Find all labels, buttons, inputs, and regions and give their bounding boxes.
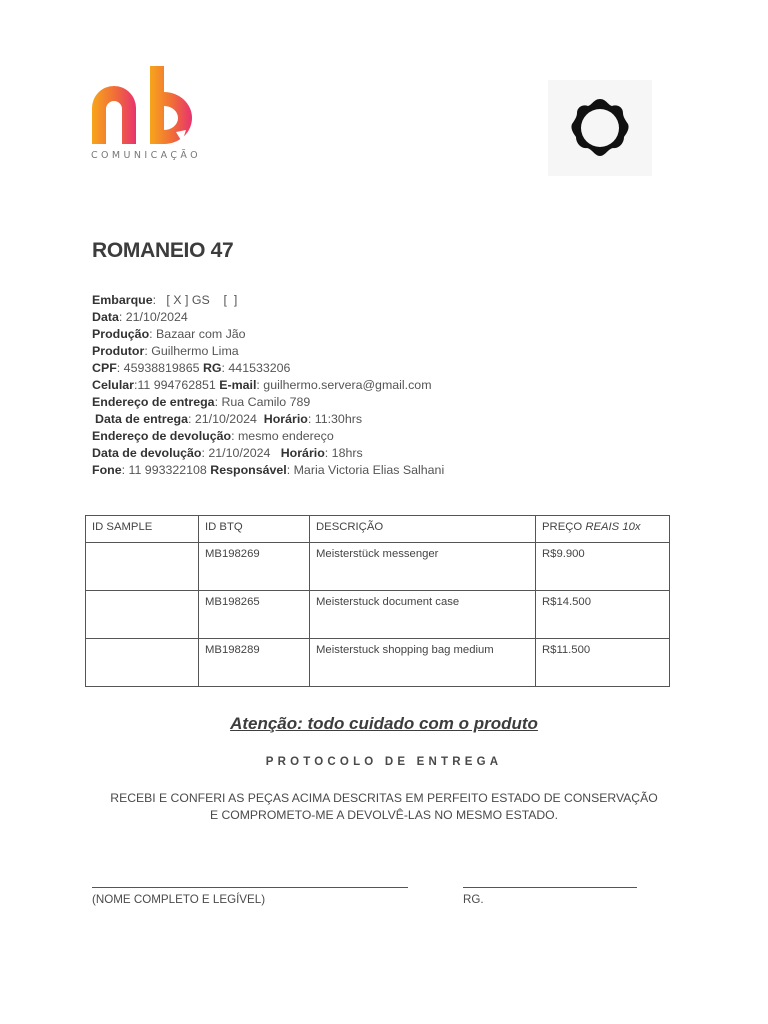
field-fone-responsavel: Fone: 11 993322108 Responsável: Maria Victoria Elias Salhani (92, 463, 445, 477)
table-header-row (86, 516, 670, 543)
logo-subtitle: COMUNICAÇÃO (91, 150, 201, 161)
signature-line-name (92, 887, 408, 888)
field-data-devolucao: Data de devolução: 21/10/2024 Horário: 18hrs (92, 446, 363, 460)
signature-rg-label: RG. (463, 893, 484, 906)
header-id-btq: ID BTQ (199, 516, 310, 543)
field-embarque: Embarque: [ X ] GS [ ] (92, 293, 238, 307)
field-celular-email: Celular:11 994762851 E-mail: guilhermo.servera@gmail.com (92, 378, 432, 392)
cell-id-sample (86, 591, 199, 639)
header-preco: PREÇO REAIS 10x (536, 516, 670, 543)
attention-note: Atenção: todo cuidado com o produto (230, 714, 538, 733)
table-row (86, 543, 670, 591)
cell-id-btq: MB198269 (199, 543, 310, 591)
field-cpf-rg: CPF: 45938819865 RG: 441533206 (92, 361, 291, 375)
receipt-statement: RECEBI E CONFERI AS PEÇAS ACIMA DESCRITAS EM PERFEITO ESTADO DE CONSERVAÇÃO E COMPROMETO-ME A DEVOLVÊ-LAS NO MESMO ESTADO. (110, 791, 658, 822)
brand-emblem (548, 80, 652, 176)
cell-id-sample (86, 543, 199, 591)
signature-name-label: (NOME COMPLETO E LEGÍVEL) (92, 893, 266, 906)
table-row (86, 639, 670, 687)
page-title: ROMANEIO 47 (92, 239, 234, 262)
field-producao: Produção: Bazaar com Jão (92, 327, 246, 341)
company-logo (90, 62, 216, 162)
table-row (86, 591, 670, 639)
field-data: Data: 21/10/2024 (92, 310, 188, 324)
info-block (92, 292, 712, 479)
cell-id-btq: MB198289 (199, 639, 310, 687)
header-id-sample: ID SAMPLE (86, 516, 199, 543)
cell-descricao: Meisterstück messenger (310, 543, 536, 591)
cell-preco: R$14.500 (536, 591, 670, 639)
field-data-entrega: Data de entrega: 21/10/2024 Horário: 11:30hrs (95, 412, 363, 426)
items-table (85, 515, 670, 687)
cell-preco: R$9.900 (536, 543, 670, 591)
field-produtor: Produtor: Guilhermo Lima (92, 344, 239, 358)
protocol-heading: PROTOCOLO DE ENTREGA (265, 756, 503, 768)
signature-line-rg (463, 887, 637, 888)
cell-id-sample (86, 639, 199, 687)
cell-descricao: Meisterstuck shopping bag medium (310, 639, 536, 687)
header-descricao: DESCRIÇÃO (310, 516, 536, 543)
cell-descricao: Meisterstuck document case (310, 591, 536, 639)
cell-id-btq: MB198265 (199, 591, 310, 639)
field-endereco-entrega: Endereço de entrega: Rua Camilo 789 (92, 395, 311, 409)
field-endereco-devolucao: Endereço de devolução: mesmo endereço (92, 429, 334, 443)
star-emblem-icon (568, 96, 632, 160)
cell-preco: R$11.500 (536, 639, 670, 687)
